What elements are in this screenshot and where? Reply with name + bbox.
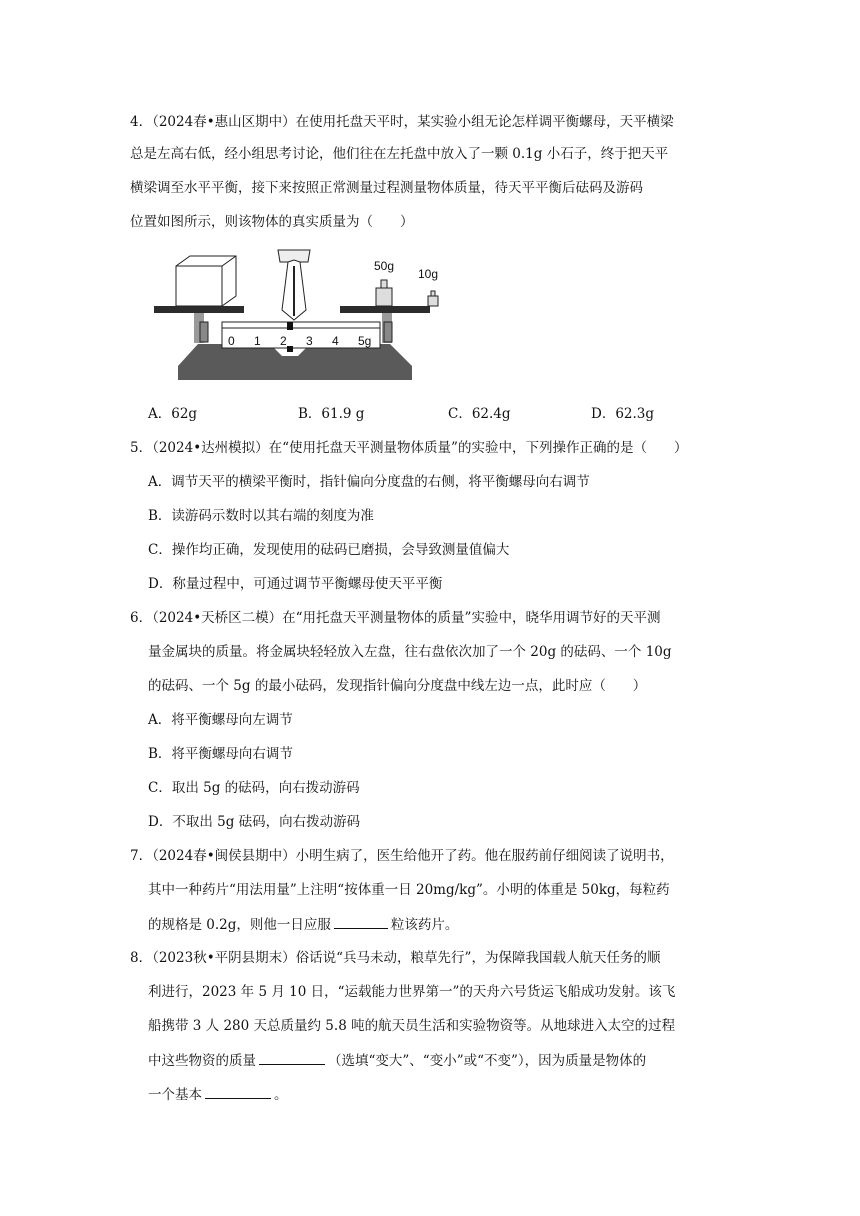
balance-figure (150, 248, 450, 388)
object-cube (176, 256, 236, 306)
q6-line-1: 6．（2024•天桥区二模）在“用托盘天平测量物体的质量”实验中，晓华用调节好的天平测 (130, 610, 661, 626)
q5-option-d[interactable]: D．称量过程中，可通过调节平衡螺母使天平平衡 (148, 576, 443, 592)
pointer-dial (278, 250, 310, 320)
q4-option-b[interactable]: B．61.9 g (298, 406, 365, 422)
q7-line-1: 7．（2024春•闽侯县期中）小明生病了，医生给他开了药。他在服药前仔细阅读了说明书， (130, 848, 674, 864)
beam-scale (222, 322, 380, 352)
weight-label-10g: 10g (418, 267, 439, 281)
q4-option-d[interactable]: D．62.3g (591, 406, 655, 422)
left-adjust-screw (200, 322, 208, 342)
q4-line-4: 位置如图所示，则该物体的真实质量为（ ） (130, 214, 414, 230)
q7-line-2: 其中一种药片“用法用量”上注明“按体重一日 20mg/kg”。小明的体重是 50kg，每粒药 (148, 882, 670, 898)
q8-line-4 (148, 1050, 646, 1071)
q6-option-b[interactable]: B．将平衡螺母向右调节 (148, 746, 293, 762)
q4-line-2: 总是左高右低，经小组思考讨论，他们往在左托盘中放入了一颗 0.1g 小石子，终于把天平 (130, 146, 669, 162)
q8-text-before-blank-2: 一个基本 (148, 1087, 202, 1103)
q4-line-1: 4．（2024春•惠山区期中）在使用托盘天平时，某实验小组无论怎样调平衡螺母，天平横梁 (130, 114, 674, 130)
q8-text-after-blank-2: 。 (274, 1087, 288, 1103)
q6-option-a[interactable]: A．将平衡螺母向左调节 (148, 712, 293, 728)
balance-base (178, 344, 412, 380)
q8-line-3: 船携带 3 人 280 天总质量约 5.8 吨的航天员生活和实验物资等。从地球进入太空的过程 (148, 1018, 676, 1034)
q5-stem: 5．（2024•达州模拟）在“使用托盘天平测量物体质量”的实验中，下列操作正确的是（ ） (130, 440, 688, 456)
q6-line-2: 量金属块的质量。将金属块轻轻放入左盘，往右盘依次加了一个 20g 的砝码、一个 10g (148, 644, 672, 660)
q7-text-before-blank: 的规格是 0.2g，则他一日应服 (148, 917, 331, 933)
q7-text-after-blank: 粒该药片。 (390, 917, 459, 933)
q5-option-c[interactable]: C．操作均正确，发现使用的砝码已磨损，会导致测量值偏大 (148, 542, 510, 558)
scale-tick-2: 2 (280, 334, 287, 348)
rider (287, 322, 293, 330)
weight-50g (376, 280, 392, 306)
q6-line-3: 的砝码、一个 5g 的最小砝码，发现指针偏向分度盘中线左边一点，此时应（ ） (148, 678, 647, 694)
q8-answer-blank-1[interactable] (259, 1050, 325, 1065)
q7-line-3 (148, 914, 458, 935)
right-adjust-screw (384, 322, 392, 342)
q8-answer-blank-2[interactable] (205, 1084, 271, 1099)
q4-option-c[interactable]: C．62.4g (448, 406, 511, 422)
scale-tick-1: 1 (254, 334, 261, 348)
q4-option-a[interactable]: A．62g (148, 406, 198, 422)
scale-tick-5g: 5g (358, 334, 372, 348)
scale-tick-4: 4 (332, 334, 339, 348)
q5-option-b[interactable]: B．读游码示数时以其右端的刻度为准 (148, 508, 374, 524)
q5-option-a[interactable]: A．调节天平的横梁平衡时，指针偏向分度盘的右侧，将平衡螺母向右调节 (148, 474, 590, 490)
q7-answer-blank[interactable] (334, 914, 388, 929)
q8-text-before-blank-1: 中这些物资的质量 (148, 1053, 256, 1069)
q8-line-2: 利进行，2023 年 5 月 10 日，“运载能力世界第一”的天舟六号货运飞船成功发射。该飞 (148, 984, 676, 1000)
weight-label-50g: 50g (374, 259, 395, 273)
q8-line-1: 8．（2023秋•平阴县期末）俗话说“兵马未动，粮草先行”，为保障我国载人航天任务的顺 (130, 950, 661, 966)
q8-line-5 (148, 1084, 288, 1105)
scale-tick-3: 3 (306, 334, 313, 348)
scale-tick-0: 0 (228, 334, 235, 348)
q4-line-3: 横梁调至水平平衡，接下来按照正常测量过程测量物体质量，待天平平衡后砝码及游码 (130, 180, 643, 196)
q6-option-c[interactable]: C．取出 5g 的砝码，向右拨动游码 (148, 780, 360, 796)
weight-10g (428, 291, 438, 306)
q8-text-after-blank-1: （选填“变大”、“变小”或“不变”），因为质量是物体的 (328, 1053, 647, 1069)
q6-option-d[interactable]: D．不取出 5g 砝码，向右拨动游码 (148, 814, 361, 830)
